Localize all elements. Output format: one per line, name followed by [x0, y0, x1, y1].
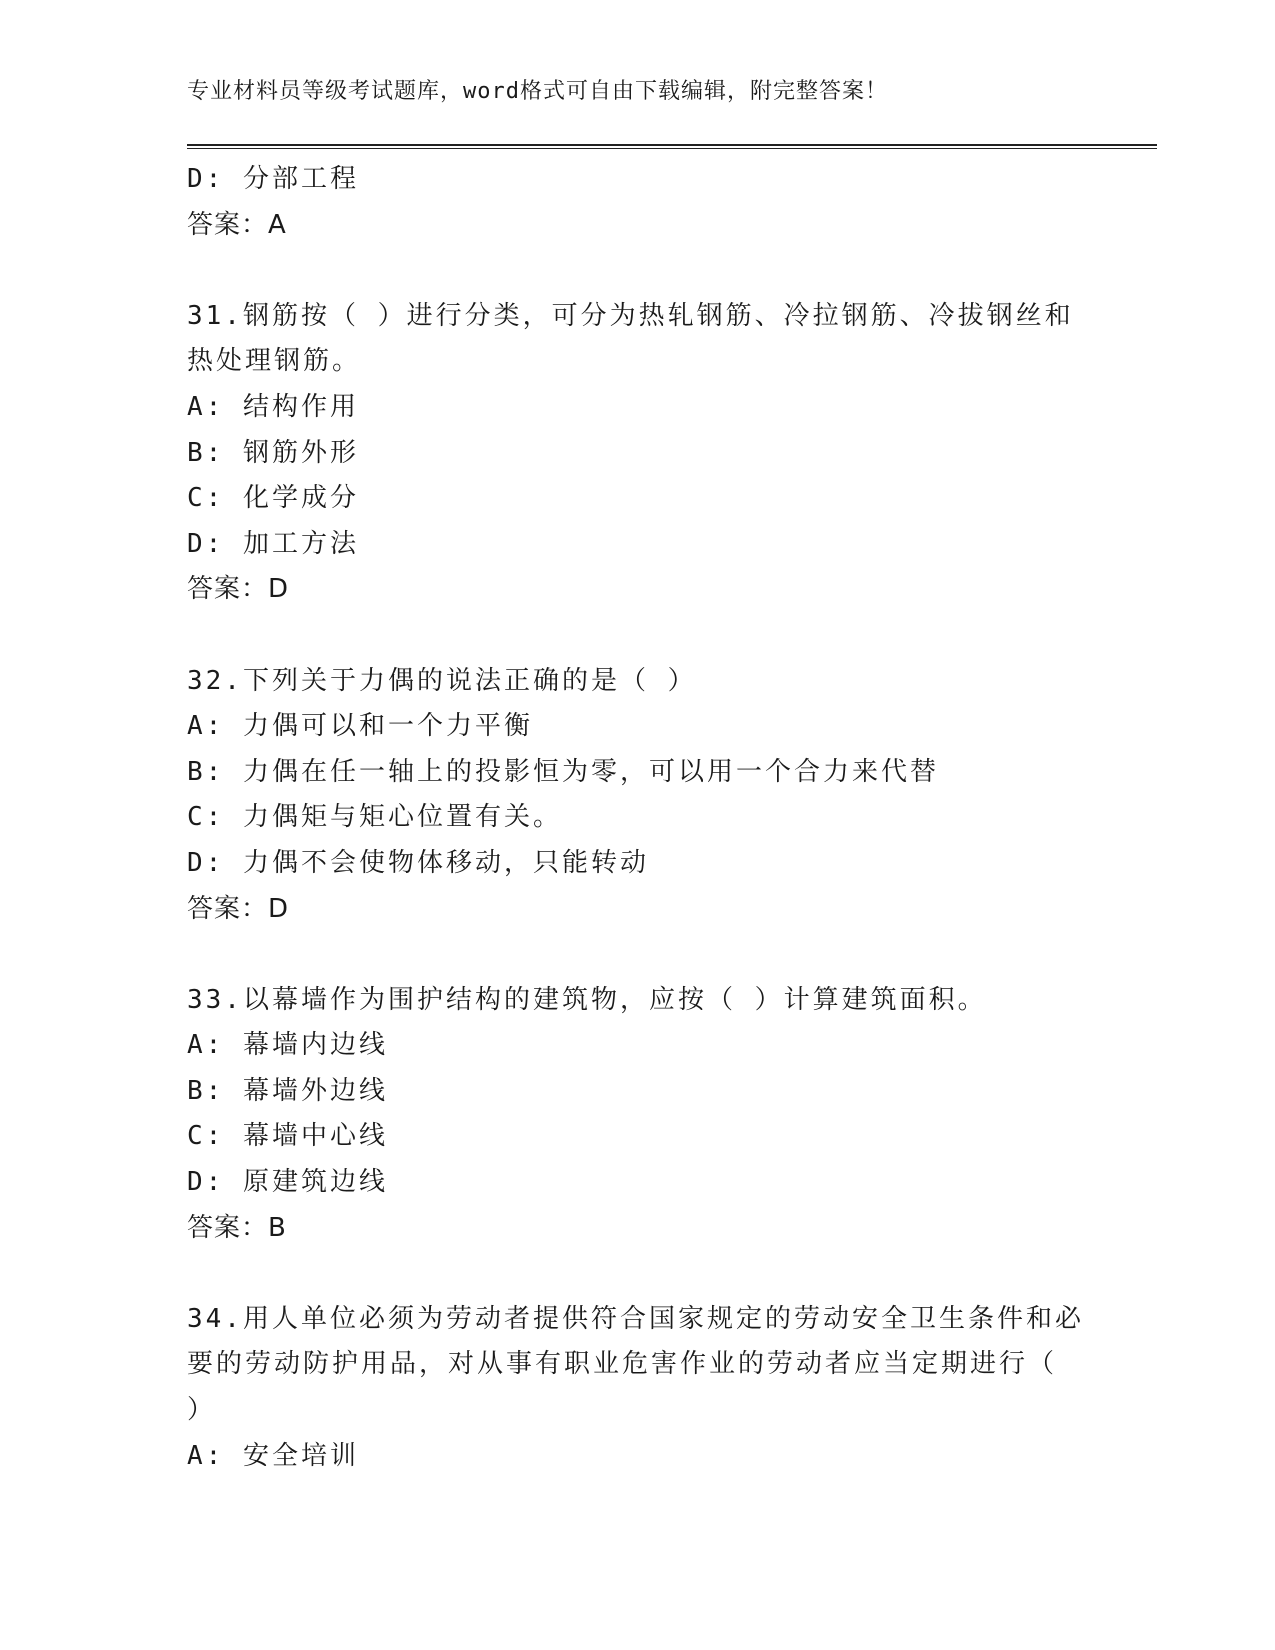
spacer: [187, 613, 1157, 659]
option-a: A: 安全培训: [187, 1440, 359, 1471]
answer: 答案：B: [187, 1212, 287, 1243]
answer: 答案：A: [187, 209, 287, 240]
question-text: 要的劳动防护用品，对从事有职业危害作业的劳动者应当定期进行（: [187, 1349, 1058, 1380]
answer: 答案：D: [187, 574, 290, 605]
spacer: [187, 1251, 1157, 1297]
option-c: C: 幕墙中心线: [187, 1121, 388, 1152]
answer: 答案：D: [187, 893, 290, 924]
question-34: [187, 1297, 1157, 1479]
option-b: B: 力偶在任一轴上的投影恒为零，可以用一个合力来代替: [187, 756, 939, 787]
question-31: [187, 294, 1157, 613]
option-d: D: 分部工程: [187, 164, 359, 194]
option-a: A: 力偶可以和一个力平衡: [187, 711, 533, 742]
option-c: C: 化学成分: [187, 483, 359, 514]
question-text: 31.钢筋按（ ）进行分类，可分为热轧钢筋、冷拉钢筋、冷拔钢丝和: [187, 300, 1074, 331]
option-a: A: 幕墙内边线: [187, 1030, 388, 1061]
option-d: D: 加工方法: [187, 528, 359, 559]
spacer: [187, 932, 1157, 978]
spacer: [187, 248, 1157, 294]
option-b: B: 钢筋外形: [187, 437, 359, 468]
question-text: 33.以幕墙作为围护结构的建筑物，应按（ ）计算建筑面积。: [187, 984, 987, 1015]
question-33: [187, 978, 1157, 1252]
question-32: [187, 659, 1157, 933]
option-d: D: 力偶不会使物体移动，只能转动: [187, 847, 649, 878]
option-d: D: 原建筑边线: [187, 1167, 388, 1198]
question-text: 32.下列关于力偶的说法正确的是（ ）: [187, 665, 697, 696]
question-text: 热处理钢筋。: [187, 346, 362, 377]
question-text: ）: [187, 1395, 217, 1426]
option-b: B: 幕墙外边线: [187, 1075, 388, 1106]
option-c: C: 力偶矩与矩心位置有关。: [187, 802, 562, 833]
question-text: 34.用人单位必须为劳动者提供符合国家规定的劳动安全卫生条件和必: [187, 1303, 1084, 1334]
question-content: [187, 157, 1157, 1479]
page-header: 专业材料员等级考试题库，word格式可自由下载编辑，附完整答案！: [187, 79, 888, 104]
option-a: A: 结构作用: [187, 391, 359, 422]
header-rule: [187, 144, 1157, 149]
